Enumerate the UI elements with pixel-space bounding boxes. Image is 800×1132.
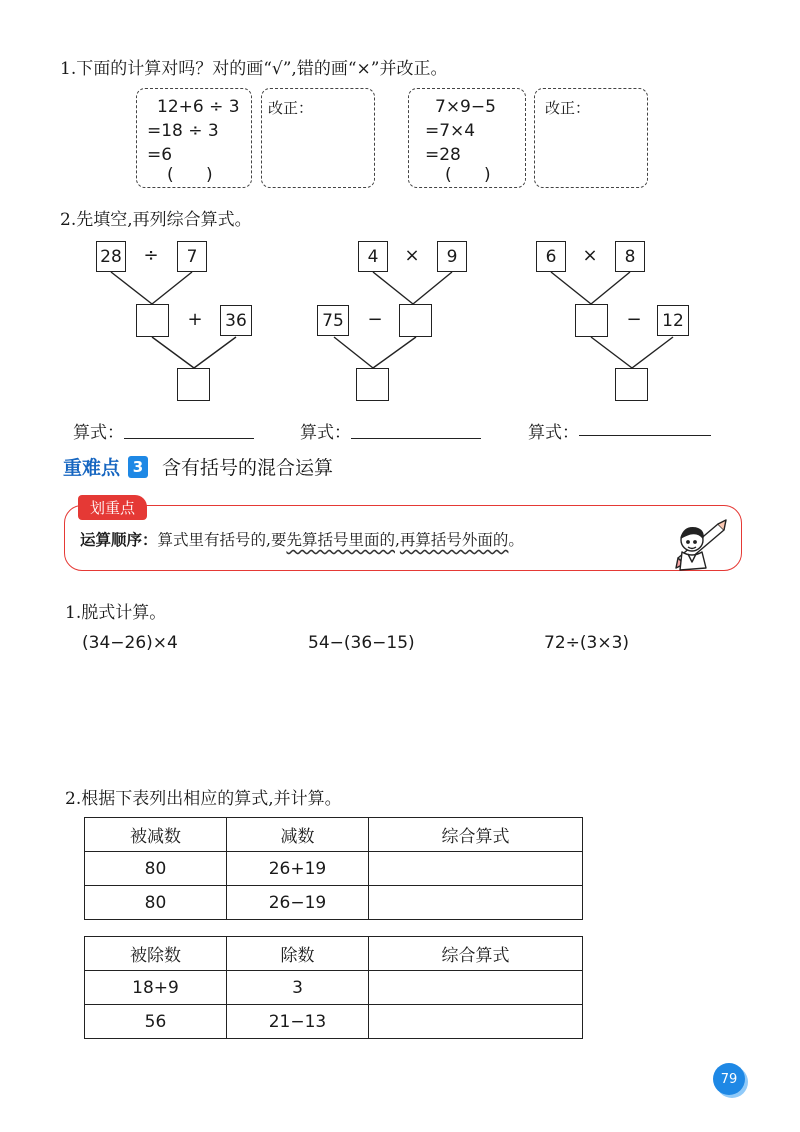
table-cell: 56	[85, 1005, 227, 1039]
table-cell: 3	[227, 971, 369, 1005]
tip-text-part: 算式里有括号的,要	[157, 531, 287, 549]
number-box: 75	[317, 305, 349, 336]
number-box: 7	[177, 241, 207, 272]
section-number-badge: 3	[128, 456, 148, 478]
table-cell: 80	[85, 886, 227, 920]
formula-label: 算式：	[528, 423, 579, 443]
key-point-text	[80, 528, 524, 550]
answer-parentheses[interactable]: ( )	[445, 165, 491, 185]
page-number: 79	[713, 1063, 745, 1095]
answer-cell[interactable]	[369, 971, 583, 1005]
number-box: 12	[657, 305, 689, 336]
table-row	[85, 852, 583, 886]
table-row	[85, 971, 583, 1005]
answer-cell[interactable]	[369, 852, 583, 886]
number-box: 9	[437, 241, 467, 272]
tip-emphasis: 再算括号外面的	[399, 531, 509, 549]
calc-line: 12+6 ÷ 3	[157, 97, 240, 117]
boy-pencil-illustration	[668, 518, 730, 580]
answer-cell[interactable]	[369, 886, 583, 920]
section-keyword: 重难点	[63, 457, 121, 479]
formula-answer-line[interactable]	[124, 438, 254, 439]
operator: −	[626, 309, 642, 330]
formula-label: 算式：	[300, 423, 351, 443]
number-box: 6	[536, 241, 566, 272]
table-cell: 80	[85, 852, 227, 886]
calc-line: =6	[147, 145, 173, 165]
question-4-title: 2.根据下表列出相应的算式,并计算。	[65, 789, 342, 809]
operator: ×	[404, 245, 420, 266]
tip-emphasis: 先算括号里面的	[286, 531, 395, 549]
calc-line: =7×4	[425, 121, 476, 141]
number-box: 28	[96, 241, 126, 272]
correction-label: 改正：	[545, 99, 591, 117]
number-box: 4	[358, 241, 388, 272]
number-box: 36	[220, 305, 252, 336]
table-row	[85, 886, 583, 920]
table-header: 被减数	[85, 818, 227, 852]
operator: −	[367, 309, 383, 330]
blank-answer-box[interactable]	[177, 368, 210, 401]
table-header: 除数	[227, 937, 369, 971]
correction-label: 改正：	[268, 99, 314, 117]
table-header: 综合算式	[369, 818, 583, 852]
expression-1: (34−26)×4	[82, 633, 178, 653]
table-cell: 18+9	[85, 971, 227, 1005]
table-header: 综合算式	[369, 937, 583, 971]
operator: ×	[582, 245, 598, 266]
formula-label: 算式：	[73, 423, 124, 443]
table-cell: 26+19	[227, 852, 369, 886]
blank-answer-box[interactable]	[136, 304, 169, 337]
answer-cell[interactable]	[369, 1005, 583, 1039]
tip-text-part: ,	[394, 531, 400, 549]
blank-answer-box[interactable]	[615, 368, 648, 401]
blank-answer-box[interactable]	[575, 304, 608, 337]
table-header: 被除数	[85, 937, 227, 971]
key-point-tag: 划重点	[78, 495, 147, 520]
table-row	[85, 1005, 583, 1039]
table-cell: 21−13	[227, 1005, 369, 1039]
calc-line: =28	[425, 145, 461, 165]
table-cell: 26−19	[227, 886, 369, 920]
answer-parentheses[interactable]: ( )	[167, 165, 213, 185]
formula-answer-line[interactable]	[579, 435, 711, 436]
calc-line: =18 ÷ 3	[147, 121, 219, 141]
tip-text-part: 。	[508, 531, 524, 549]
expression-2: 54−(36−15)	[308, 633, 415, 653]
number-box: 8	[615, 241, 645, 272]
expression-3: 72÷(3×3)	[544, 633, 630, 653]
question-3-title: 1.脱式计算。	[65, 603, 167, 623]
operator: ÷	[143, 245, 159, 266]
blank-answer-box[interactable]	[399, 304, 432, 337]
key-point-label: 运算顺序：	[80, 531, 158, 549]
tree-connector-lines	[0, 0, 800, 420]
formula-answer-line[interactable]	[351, 438, 481, 439]
question-1-title: 1.下面的计算对吗？对的画“√”,错的画“×”并改正。	[60, 59, 448, 79]
section-title: 含有括号的混合运算	[162, 457, 334, 479]
blank-answer-box[interactable]	[356, 368, 389, 401]
table-header: 减数	[227, 818, 369, 852]
subtraction-table	[84, 817, 583, 920]
division-table	[84, 936, 583, 1039]
section-heading	[63, 453, 333, 480]
question-2-title: 2.先填空,再列综合算式。	[60, 210, 252, 230]
operator: +	[187, 309, 203, 330]
calc-line: 7×9−5	[435, 97, 496, 117]
